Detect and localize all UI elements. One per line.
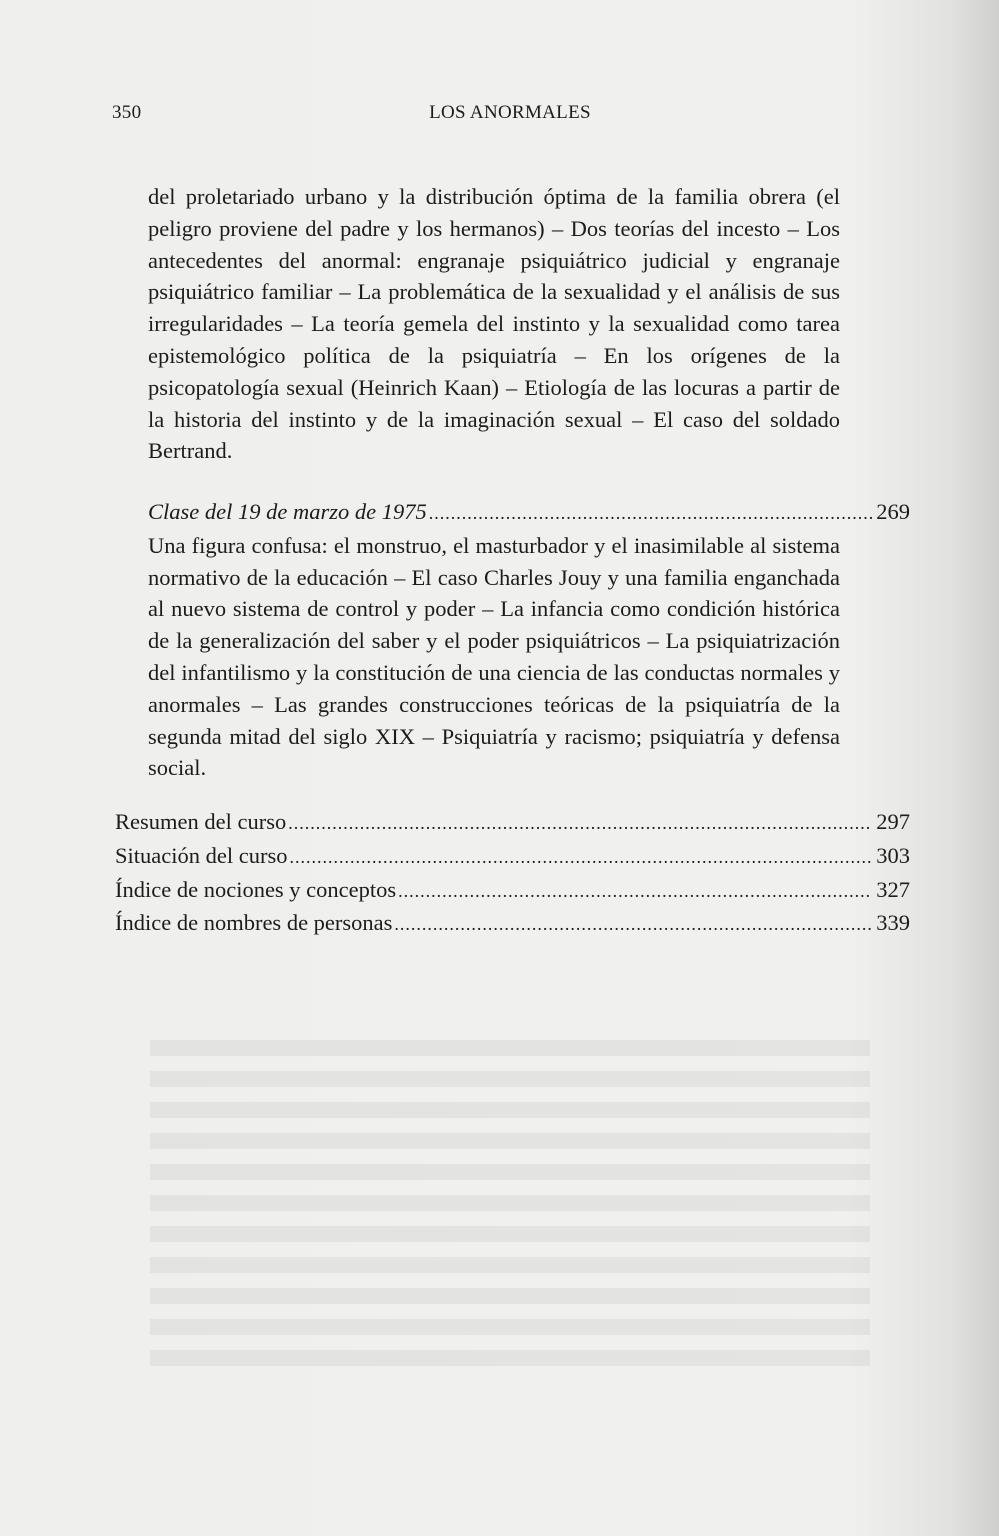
toc-entry-title: Clase del 19 de marzo de 1975 — [148, 499, 427, 524]
toc-item-label: Índice de nombres de personas — [115, 910, 393, 936]
dot-leader — [288, 808, 872, 840]
backmatter-list — [115, 806, 910, 941]
toc-entry-title-line — [148, 496, 910, 530]
dot-leader — [429, 498, 873, 530]
page-header — [112, 102, 908, 130]
toc-item-label: Situación del curso — [115, 842, 288, 868]
toc-entry-description: Una figura confusa: el monstruo, el masturbador y el inasimilable al sistema normativo de la educación – El caso Charles Jouy y una familia enganchada al nuevo sistema de control y poder – La infancia como condición histórica de la generalización del saber y el poder psiquiátricos – La psiquiatrización del infantilismo y la constitución de una ciencia de las conductas normales y anormales – Las grandes construcciones teóricas de la psiquiatría de la segunda mitad del siglo XIX – Psiquiatría y racismo; psiquiatría y defensa social. — [148, 532, 840, 781]
toc-item-page: 327 — [876, 876, 910, 902]
toc-item-page: 339 — [876, 910, 910, 936]
toc-backmatter-item — [115, 806, 910, 840]
dot-leader — [398, 876, 872, 908]
toc-item-label: Índice de nociones y conceptos — [115, 876, 397, 902]
toc-item-label: Resumen del curso — [115, 809, 287, 834]
bleed-through-text — [150, 1040, 870, 1370]
dot-leader — [394, 909, 872, 941]
toc-backmatter-item — [115, 874, 910, 908]
toc-entry-page: 269 — [876, 499, 910, 524]
toc-item-page: 303 — [876, 842, 910, 868]
toc-entry-continued-description: del proletariado urbano y la distribución óptima de la familia obrera (el peligro proviene del padre y los hermanos) – Dos teorías del incesto – Los antecedentes del anormal: engranaje psiquiátrico judicial y engranaje psiquiátrico familiar – La problemática de la sexualidad y el análisis de sus irregularidades – La teoría gemela del instinto y la sexualidad como tarea epistemológico política de la psiquiatría – En los orígenes de la psicopatología sexual (Heinrich Kaan) – Etiología de las locuras a partir de la historia del instinto y de la imaginación sexual – El caso del soldado Bertrand. — [148, 184, 840, 464]
running-title: LOS ANORMALES — [429, 102, 591, 123]
toc-backmatter-item — [115, 840, 910, 874]
toc-item-page: 297 — [876, 809, 910, 834]
toc-entry-clase-19-marzo — [148, 496, 910, 784]
dot-leader — [289, 842, 872, 874]
page-number: 350 — [112, 102, 142, 123]
toc-backmatter-item — [115, 907, 910, 941]
